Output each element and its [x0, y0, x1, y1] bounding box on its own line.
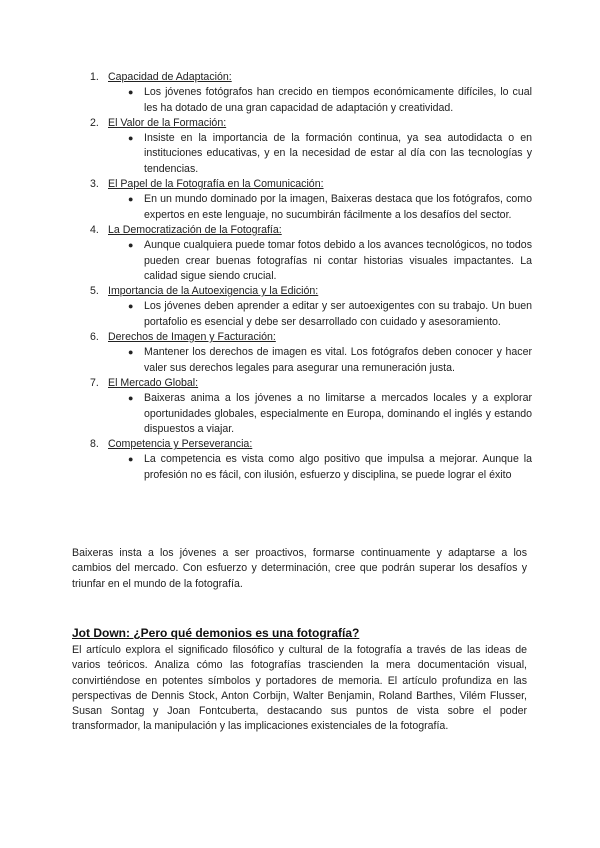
item-number: 4. — [90, 223, 99, 236]
list-item-bullet — [108, 391, 532, 437]
item-heading: Importancia de la Autoexigencia y la Edición: — [108, 285, 319, 298]
article-summary: El artículo explora el significado filosófico y cultural de la fotografía a través de las ideas de varios teóricos. Analiza cómo las fotografías trascienden la mera documentación visual, convirtiéndose en potentes símbolos y portadores de memoria. El artículo profundiza en las perspectivas de Dennis Stock, Anton Corbijn, Walter Benjamin, Roland Barthes, Vilém Flusser, Susan Sontag y Joan Fontcuberta, destacando sus puntos de vista sobre el poder transformador, la manipulación y las implicaciones existenciales de la fotografía. — [72, 644, 527, 733]
bullet-text: Los jóvenes fotógrafos han crecido en tiempos económicamente difíciles, lo cual les ha dotado de una gran capacidad de adaptación y creatividad. — [144, 86, 532, 114]
bullet-text: Mantener los derechos de imagen es vital. Los fotógrafos deben conocer y hacer valer sus derechos legales para asegurar una remuneración justa. — [144, 346, 532, 374]
list-item-bullet — [108, 452, 532, 483]
item-number: 7. — [90, 376, 99, 389]
conclusion-paragraph: Baixeras insta a los jóvenes a ser proactivos, formarse continuamente y adaptarse a los cambios del mercado. Con esfuerzo y determinación, cree que podrán superar los desafíos y triunfar en el mundo de la fotografía. — [72, 547, 527, 590]
item-heading: La Democratización de la Fotografía: — [108, 223, 282, 236]
list-item — [72, 284, 532, 330]
bullet-icon: ● — [128, 194, 134, 205]
bullet-text: Aunque cualquiera puede tomar fotos debido a los avances tecnológicos, no todos pueden crear buenas fotografías ni contar historias visuales impactantes. La calidad sigue siendo crucial. — [144, 239, 532, 282]
list-item — [72, 70, 532, 116]
list-item-bullet — [108, 192, 532, 223]
list-item-bullet — [108, 238, 532, 284]
bullet-text: En un mundo dominado por la imagen, Baixeras destaca que los fotógrafos, como expertos en este lenguaje, no sucumbirán fácilmente a los desafíos del sector. — [144, 193, 532, 221]
bullet-icon: ● — [128, 87, 134, 98]
list-item — [72, 177, 532, 223]
list-item-bullet — [108, 345, 532, 376]
item-number: 1. — [90, 71, 99, 83]
bullet-text: Los jóvenes deben aprender a editar y ser autoexigentes con su trabajo. Un buen portafolio es esencial y debe ser desarrollado con cuidado y asesoramiento. — [144, 300, 532, 328]
list-item — [72, 330, 532, 376]
item-heading: El Papel de la Fotografía en la Comunicación: — [108, 178, 324, 191]
list-item — [72, 116, 532, 177]
bullet-icon: ● — [128, 347, 134, 358]
list-item — [72, 437, 532, 483]
list-item-bullet — [108, 131, 532, 177]
bullet-icon: ● — [128, 393, 134, 404]
bullet-text: La competencia es vista como algo positivo que impulsa a mejorar. Aunque la profesión no es fácil, con ilusión, esfuerzo y disciplina, se puede lograr el éxito — [144, 453, 532, 481]
item-heading: Capacidad de Adaptación: — [108, 71, 232, 83]
item-heading: El Valor de la Formación: — [108, 116, 227, 129]
item-heading: Derechos de Imagen y Facturación: — [108, 331, 276, 344]
list-item-bullet — [108, 85, 532, 116]
item-heading: El Mercado Global: — [108, 376, 199, 389]
bullet-text: Insiste en la importancia de la formación continua, ya sea autodidacta o en instituciones educativas, y en la necesidad de estar al día con las tecnologías y tendencias. — [144, 132, 532, 175]
item-number: 6. — [90, 331, 99, 344]
item-number: 8. — [90, 438, 99, 451]
list-item — [72, 223, 532, 284]
key-points-list — [72, 70, 532, 483]
item-number: 3. — [90, 178, 99, 191]
item-heading: Competencia y Perseverancia: — [108, 438, 253, 451]
article-title: Jot Down: ¿Pero qué demonios es una fotografía? — [72, 626, 360, 640]
bullet-text: Baixeras anima a los jóvenes a no limitarse a mercados locales y a explorar oportunidades globales, especialmente en Europa, dominando el inglés y estando dispuestos a viajar. — [144, 392, 532, 435]
item-number: 5. — [90, 285, 99, 298]
bullet-icon: ● — [128, 301, 134, 312]
list-item-bullet — [108, 299, 532, 330]
bullet-icon: ● — [128, 454, 134, 465]
item-number: 2. — [90, 116, 99, 129]
bullet-icon: ● — [128, 133, 134, 144]
bullet-icon: ● — [128, 240, 134, 251]
list-item — [72, 376, 532, 437]
